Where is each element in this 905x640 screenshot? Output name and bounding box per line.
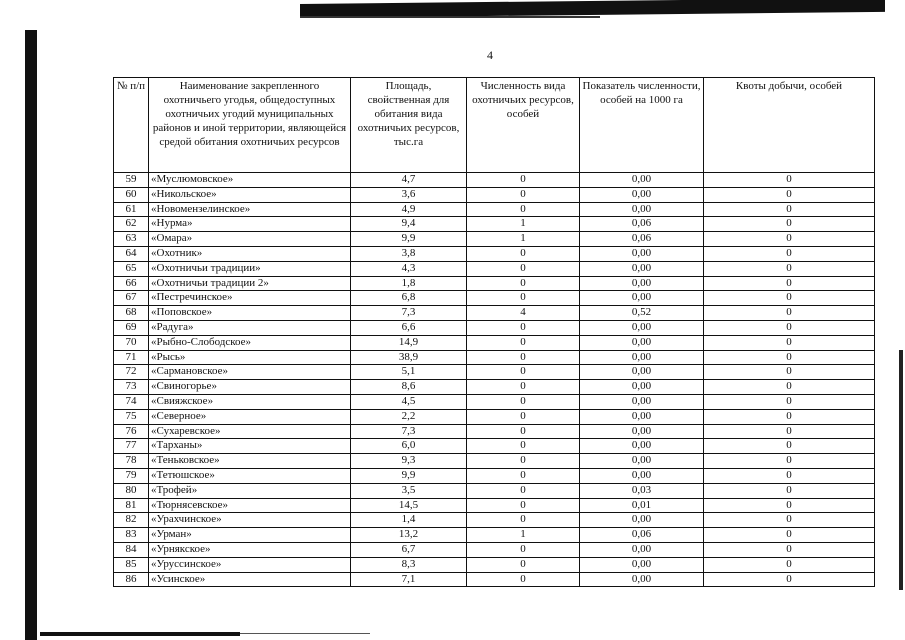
population-value: 1 bbox=[467, 528, 580, 543]
row-number: 71 bbox=[114, 350, 149, 365]
row-number: 75 bbox=[114, 409, 149, 424]
area-value: 7,3 bbox=[351, 306, 467, 321]
table-row bbox=[114, 557, 875, 572]
population-value: 0 bbox=[467, 498, 580, 513]
quota-value: 0 bbox=[704, 528, 875, 543]
scan-edge-bottom-thin bbox=[240, 633, 370, 634]
density-value: 0,06 bbox=[580, 217, 704, 232]
row-number: 82 bbox=[114, 513, 149, 528]
density-value: 0,00 bbox=[580, 246, 704, 261]
population-value: 0 bbox=[467, 350, 580, 365]
table-row bbox=[114, 217, 875, 232]
hunting-ground-name: «Северное» bbox=[149, 409, 351, 424]
row-number: 63 bbox=[114, 232, 149, 247]
density-value: 0,00 bbox=[580, 468, 704, 483]
density-value: 0,00 bbox=[580, 261, 704, 276]
population-value: 0 bbox=[467, 173, 580, 188]
quota-value: 0 bbox=[704, 246, 875, 261]
scan-edge-right bbox=[899, 350, 903, 590]
population-value: 0 bbox=[467, 380, 580, 395]
area-value: 38,9 bbox=[351, 350, 467, 365]
population-value: 0 bbox=[467, 557, 580, 572]
density-value: 0,00 bbox=[580, 454, 704, 469]
area-value: 3,8 bbox=[351, 246, 467, 261]
area-value: 2,2 bbox=[351, 409, 467, 424]
quota-value: 0 bbox=[704, 557, 875, 572]
density-value: 0,00 bbox=[580, 202, 704, 217]
quota-value: 0 bbox=[704, 454, 875, 469]
quota-value: 0 bbox=[704, 498, 875, 513]
table-row bbox=[114, 261, 875, 276]
row-number: 70 bbox=[114, 335, 149, 350]
area-value: 4,5 bbox=[351, 394, 467, 409]
hunting-ground-name: «Рысь» bbox=[149, 350, 351, 365]
population-value: 0 bbox=[467, 276, 580, 291]
table-row bbox=[114, 572, 875, 587]
area-value: 7,3 bbox=[351, 424, 467, 439]
header-population: Численность вида охотничьих ресурсов, особей bbox=[467, 78, 580, 173]
density-value: 0,00 bbox=[580, 173, 704, 188]
population-value: 0 bbox=[467, 424, 580, 439]
hunting-ground-name: «Урнякское» bbox=[149, 542, 351, 557]
row-number: 77 bbox=[114, 439, 149, 454]
quota-value: 0 bbox=[704, 542, 875, 557]
table-row bbox=[114, 276, 875, 291]
hunting-ground-name: «Свиногорье» bbox=[149, 380, 351, 395]
quota-value: 0 bbox=[704, 394, 875, 409]
row-number: 65 bbox=[114, 261, 149, 276]
area-value: 9,4 bbox=[351, 217, 467, 232]
header-quota: Квоты добычи, особей bbox=[704, 78, 875, 173]
population-value: 0 bbox=[467, 291, 580, 306]
table-row bbox=[114, 187, 875, 202]
row-number: 73 bbox=[114, 380, 149, 395]
table-row bbox=[114, 202, 875, 217]
quota-value: 0 bbox=[704, 306, 875, 321]
quota-value: 0 bbox=[704, 335, 875, 350]
hunting-ground-name: «Сармановское» bbox=[149, 365, 351, 380]
quota-value: 0 bbox=[704, 483, 875, 498]
table-row bbox=[114, 394, 875, 409]
population-value: 1 bbox=[467, 232, 580, 247]
row-number: 59 bbox=[114, 173, 149, 188]
area-value: 9,9 bbox=[351, 232, 467, 247]
area-value: 9,3 bbox=[351, 454, 467, 469]
hunting-ground-name: «Тарханы» bbox=[149, 439, 351, 454]
density-value: 0,06 bbox=[580, 232, 704, 247]
population-value: 0 bbox=[467, 572, 580, 587]
table-row bbox=[114, 498, 875, 513]
table-row bbox=[114, 320, 875, 335]
quota-value: 0 bbox=[704, 513, 875, 528]
population-value: 0 bbox=[467, 320, 580, 335]
table-row bbox=[114, 350, 875, 365]
quota-value: 0 bbox=[704, 187, 875, 202]
quota-table bbox=[113, 77, 875, 587]
population-value: 0 bbox=[467, 365, 580, 380]
row-number: 86 bbox=[114, 572, 149, 587]
table-row bbox=[114, 291, 875, 306]
row-number: 62 bbox=[114, 217, 149, 232]
table-body bbox=[114, 173, 875, 587]
population-value: 4 bbox=[467, 306, 580, 321]
density-value: 0,00 bbox=[580, 439, 704, 454]
table-row bbox=[114, 483, 875, 498]
density-value: 0,00 bbox=[580, 513, 704, 528]
quota-value: 0 bbox=[704, 261, 875, 276]
row-number: 72 bbox=[114, 365, 149, 380]
quota-value: 0 bbox=[704, 232, 875, 247]
table-row bbox=[114, 246, 875, 261]
table-row bbox=[114, 365, 875, 380]
density-value: 0,06 bbox=[580, 528, 704, 543]
population-value: 0 bbox=[467, 394, 580, 409]
population-value: 1 bbox=[467, 217, 580, 232]
area-value: 6,0 bbox=[351, 439, 467, 454]
area-value: 6,6 bbox=[351, 320, 467, 335]
density-value: 0,00 bbox=[580, 424, 704, 439]
row-number: 68 bbox=[114, 306, 149, 321]
density-value: 0,00 bbox=[580, 409, 704, 424]
header-number: № п/п bbox=[114, 78, 149, 173]
table-row bbox=[114, 306, 875, 321]
population-value: 0 bbox=[467, 439, 580, 454]
population-value: 0 bbox=[467, 261, 580, 276]
table-row bbox=[114, 380, 875, 395]
density-value: 0,03 bbox=[580, 483, 704, 498]
row-number: 80 bbox=[114, 483, 149, 498]
density-value: 0,52 bbox=[580, 306, 704, 321]
area-value: 14,5 bbox=[351, 498, 467, 513]
population-value: 0 bbox=[467, 513, 580, 528]
scan-edge-bottom bbox=[40, 632, 240, 636]
population-value: 0 bbox=[467, 409, 580, 424]
row-number: 61 bbox=[114, 202, 149, 217]
quota-value: 0 bbox=[704, 572, 875, 587]
quota-value: 0 bbox=[704, 217, 875, 232]
row-number: 79 bbox=[114, 468, 149, 483]
area-value: 4,9 bbox=[351, 202, 467, 217]
density-value: 0,00 bbox=[580, 335, 704, 350]
quota-value: 0 bbox=[704, 276, 875, 291]
population-value: 0 bbox=[467, 542, 580, 557]
hunting-ground-name: «Трофей» bbox=[149, 483, 351, 498]
density-value: 0,00 bbox=[580, 291, 704, 306]
population-value: 0 bbox=[467, 335, 580, 350]
area-value: 4,7 bbox=[351, 173, 467, 188]
area-value: 9,9 bbox=[351, 468, 467, 483]
quota-value: 0 bbox=[704, 409, 875, 424]
density-value: 0,01 bbox=[580, 498, 704, 513]
table-row bbox=[114, 173, 875, 188]
population-value: 0 bbox=[467, 246, 580, 261]
hunting-ground-name: «Тетюшское» bbox=[149, 468, 351, 483]
scan-edge-top-thin bbox=[300, 16, 600, 18]
hunting-ground-name: «Охотничьи традиции» bbox=[149, 261, 351, 276]
row-number: 85 bbox=[114, 557, 149, 572]
quota-value: 0 bbox=[704, 468, 875, 483]
hunting-ground-name: «Охотник» bbox=[149, 246, 351, 261]
table-row bbox=[114, 528, 875, 543]
hunting-ground-name: «Урахчинское» bbox=[149, 513, 351, 528]
page-number: 4 bbox=[487, 48, 493, 62]
area-value: 4,3 bbox=[351, 261, 467, 276]
hunting-ground-name: «Теньковское» bbox=[149, 454, 351, 469]
area-value: 13,2 bbox=[351, 528, 467, 543]
density-value: 0,00 bbox=[580, 365, 704, 380]
population-value: 0 bbox=[467, 454, 580, 469]
table-header-row bbox=[114, 78, 875, 173]
header-area: Площадь, свойственная для обитания вида охотничьих ресурсов, тыс.га bbox=[351, 78, 467, 173]
header-density: Показатель численности, особей на 1000 га bbox=[580, 78, 704, 173]
table-row bbox=[114, 468, 875, 483]
table-row bbox=[114, 513, 875, 528]
row-number: 64 bbox=[114, 246, 149, 261]
area-value: 8,3 bbox=[351, 557, 467, 572]
hunting-ground-name: «Усинское» bbox=[149, 572, 351, 587]
table-row bbox=[114, 454, 875, 469]
table-row bbox=[114, 424, 875, 439]
header-hunting-ground: Наименование закрепленного охотничьего угодья, общедоступных охотничьих угодий муниципальных районов и иной территории, являющейся средой обитания охотничьих ресурсов bbox=[149, 78, 351, 173]
density-value: 0,00 bbox=[580, 572, 704, 587]
row-number: 78 bbox=[114, 454, 149, 469]
quota-value: 0 bbox=[704, 424, 875, 439]
table-row bbox=[114, 335, 875, 350]
table-row bbox=[114, 439, 875, 454]
hunting-ground-name: «Урман» bbox=[149, 528, 351, 543]
quota-value: 0 bbox=[704, 202, 875, 217]
quota-value: 0 bbox=[704, 350, 875, 365]
density-value: 0,00 bbox=[580, 557, 704, 572]
quota-value: 0 bbox=[704, 173, 875, 188]
area-value: 8,6 bbox=[351, 380, 467, 395]
hunting-ground-name: «Пестречинское» bbox=[149, 291, 351, 306]
area-value: 6,8 bbox=[351, 291, 467, 306]
area-value: 3,5 bbox=[351, 483, 467, 498]
density-value: 0,00 bbox=[580, 320, 704, 335]
area-value: 14,9 bbox=[351, 335, 467, 350]
population-value: 0 bbox=[467, 483, 580, 498]
table-row bbox=[114, 232, 875, 247]
quota-value: 0 bbox=[704, 365, 875, 380]
hunting-ground-name: «Охотничьи традиции 2» bbox=[149, 276, 351, 291]
row-number: 69 bbox=[114, 320, 149, 335]
quota-value: 0 bbox=[704, 291, 875, 306]
row-number: 74 bbox=[114, 394, 149, 409]
population-value: 0 bbox=[467, 187, 580, 202]
hunting-ground-name: «Радуга» bbox=[149, 320, 351, 335]
hunting-ground-name: «Свияжское» bbox=[149, 394, 351, 409]
area-value: 5,1 bbox=[351, 365, 467, 380]
population-value: 0 bbox=[467, 202, 580, 217]
density-value: 0,00 bbox=[580, 380, 704, 395]
hunting-ground-name: «Уруссинское» bbox=[149, 557, 351, 572]
row-number: 76 bbox=[114, 424, 149, 439]
density-value: 0,00 bbox=[580, 187, 704, 202]
area-value: 3,6 bbox=[351, 187, 467, 202]
hunting-ground-name: «Новомензелинское» bbox=[149, 202, 351, 217]
quota-value: 0 bbox=[704, 320, 875, 335]
hunting-ground-name: «Нурма» bbox=[149, 217, 351, 232]
row-number: 81 bbox=[114, 498, 149, 513]
area-value: 6,7 bbox=[351, 542, 467, 557]
hunting-ground-name: «Омара» bbox=[149, 232, 351, 247]
hunting-ground-name: «Сухаревское» bbox=[149, 424, 351, 439]
row-number: 60 bbox=[114, 187, 149, 202]
row-number: 84 bbox=[114, 542, 149, 557]
density-value: 0,00 bbox=[580, 394, 704, 409]
area-value: 1,4 bbox=[351, 513, 467, 528]
row-number: 66 bbox=[114, 276, 149, 291]
table-row bbox=[114, 409, 875, 424]
density-value: 0,00 bbox=[580, 350, 704, 365]
hunting-ground-name: «Рыбно-Слободское» bbox=[149, 335, 351, 350]
row-number: 67 bbox=[114, 291, 149, 306]
hunting-ground-name: «Тюрнясевское» bbox=[149, 498, 351, 513]
area-value: 7,1 bbox=[351, 572, 467, 587]
row-number: 83 bbox=[114, 528, 149, 543]
hunting-ground-name: «Поповское» bbox=[149, 306, 351, 321]
table-row bbox=[114, 542, 875, 557]
population-value: 0 bbox=[467, 468, 580, 483]
scan-edge-left bbox=[25, 30, 37, 640]
hunting-ground-name: «Муслюмовское» bbox=[149, 173, 351, 188]
density-value: 0,00 bbox=[580, 276, 704, 291]
area-value: 1,8 bbox=[351, 276, 467, 291]
quota-value: 0 bbox=[704, 380, 875, 395]
density-value: 0,00 bbox=[580, 542, 704, 557]
quota-value: 0 bbox=[704, 439, 875, 454]
hunting-ground-name: «Никольское» bbox=[149, 187, 351, 202]
